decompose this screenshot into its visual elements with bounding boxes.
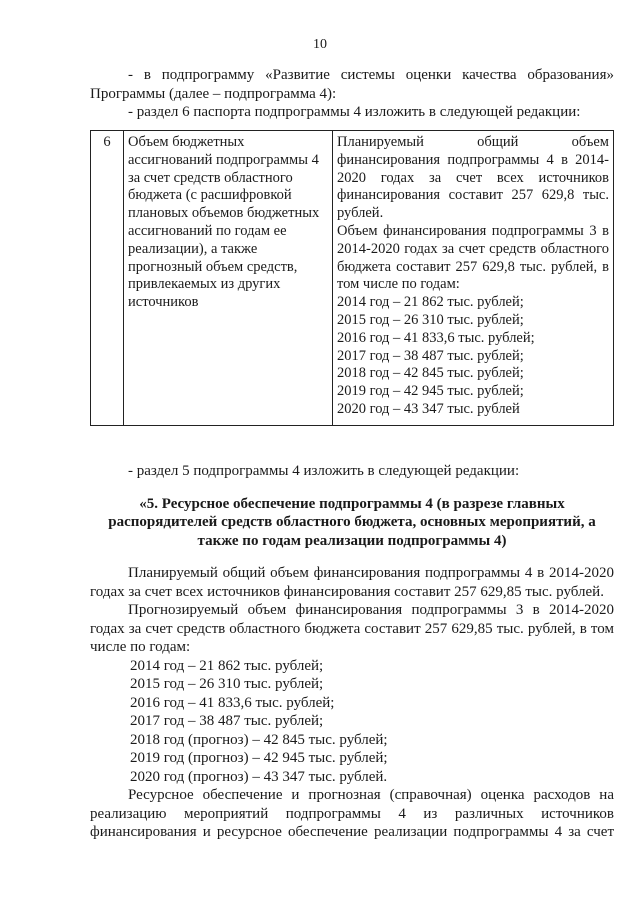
row-label-cell: Объем бюджетных ассигнований подпрограммы 4 за счет средств областного бюджета (с расшифровкой плановых объемов бюджетных ассигнований по годам ее реализации), а также прогнозный объем средств, привлекаемых из других источников — [124, 131, 333, 426]
table-year-item: 2016 год – 41 833,6 тыс. рублей; — [337, 329, 535, 346]
table-para-2: Объем финансирования подпрограммы 3 в 2014-2020 годах за счет средств областного бюджета составит 257 629,8 тыс. рублей, в том числе по годам: — [337, 222, 609, 293]
section-body — [90, 564, 614, 842]
section-5-block — [90, 462, 614, 842]
section-year-item: 2020 год (прогноз) – 43 347 тыс. рублей. — [130, 768, 388, 785]
row-value-cell — [333, 131, 614, 426]
section-year-item: 2016 год – 41 833,6 тыс. рублей; — [130, 694, 335, 711]
table-year-item: 2018 год – 42 845 тыс. рублей; — [337, 365, 524, 382]
table-row — [91, 131, 614, 426]
table-year-item: 2019 год – 42 945 тыс. рублей; — [337, 383, 524, 400]
page-number: 10 — [313, 37, 327, 52]
section-year-item: 2014 год – 21 862 тыс. рублей; — [130, 657, 324, 674]
table-year-item: 2015 год – 26 310 тыс. рублей; — [337, 311, 524, 328]
section-para-1: Планируемый общий объем финансирования подпрограммы 4 в 2014-2020 годах за счет всех источников финансирования составит 257 629,85 тыс. рублей. — [90, 565, 614, 600]
table-year-item: 2020 год – 43 347 тыс. рублей — [337, 400, 520, 417]
intro-block — [90, 66, 614, 122]
section-heading: «5. Ресурсное обеспечение подпрограммы 4 (в разрезе главных распорядителей средств областного бюджета, основных мероприятий, а также по годам реализации подпрограммы 4) — [108, 495, 596, 549]
section-para-2: Прогнозируемый объем финансирования подпрограммы 3 в 2014-2020 годах за счет средств областного бюджета составит 257 629,85 тыс. рублей, в том числе по годам: — [90, 602, 614, 655]
section-para-3: Ресурсное обеспечение и прогнозная (справочная) оценка расходов на реализацию мероприятий подпрограммы 4 из различных источников финансирования и ресурсное обеспечение реализации подпрограммы 4 за счет — [90, 787, 614, 840]
passport-table — [90, 130, 614, 426]
intro-line-1: - в подпрограмму «Развитие системы оценки качества образования» Программы (далее – подпрограмма 4): — [90, 67, 614, 102]
section-year-item: 2015 год – 26 310 тыс. рублей; — [130, 676, 324, 692]
intro-line-2: - раздел 6 паспорта подпрограммы 4 изложить в следующей редакции: — [128, 104, 581, 120]
row-number-cell: 6 — [91, 131, 124, 426]
section-intro-line: - раздел 5 подпрограммы 4 изложить в следующей редакции: — [128, 463, 520, 479]
table-year-item: 2017 год – 38 487 тыс. рублей; — [337, 347, 524, 364]
table-year-item: 2014 год – 21 862 тыс. рублей; — [337, 294, 524, 311]
section-year-item: 2019 год (прогноз) – 42 945 тыс. рублей; — [130, 750, 388, 766]
table-year-list — [337, 294, 609, 419]
section-year-item: 2018 год (прогноз) – 42 845 тыс. рублей; — [130, 731, 388, 748]
section-year-item: 2017 год – 38 487 тыс. рублей; — [130, 713, 324, 729]
table-para-1: Планируемый общий объем финансирования подпрограммы 4 в 2014-2020 годах за счет всех источников финансирования составит 257 629,8 тыс. рублей. — [337, 134, 609, 222]
